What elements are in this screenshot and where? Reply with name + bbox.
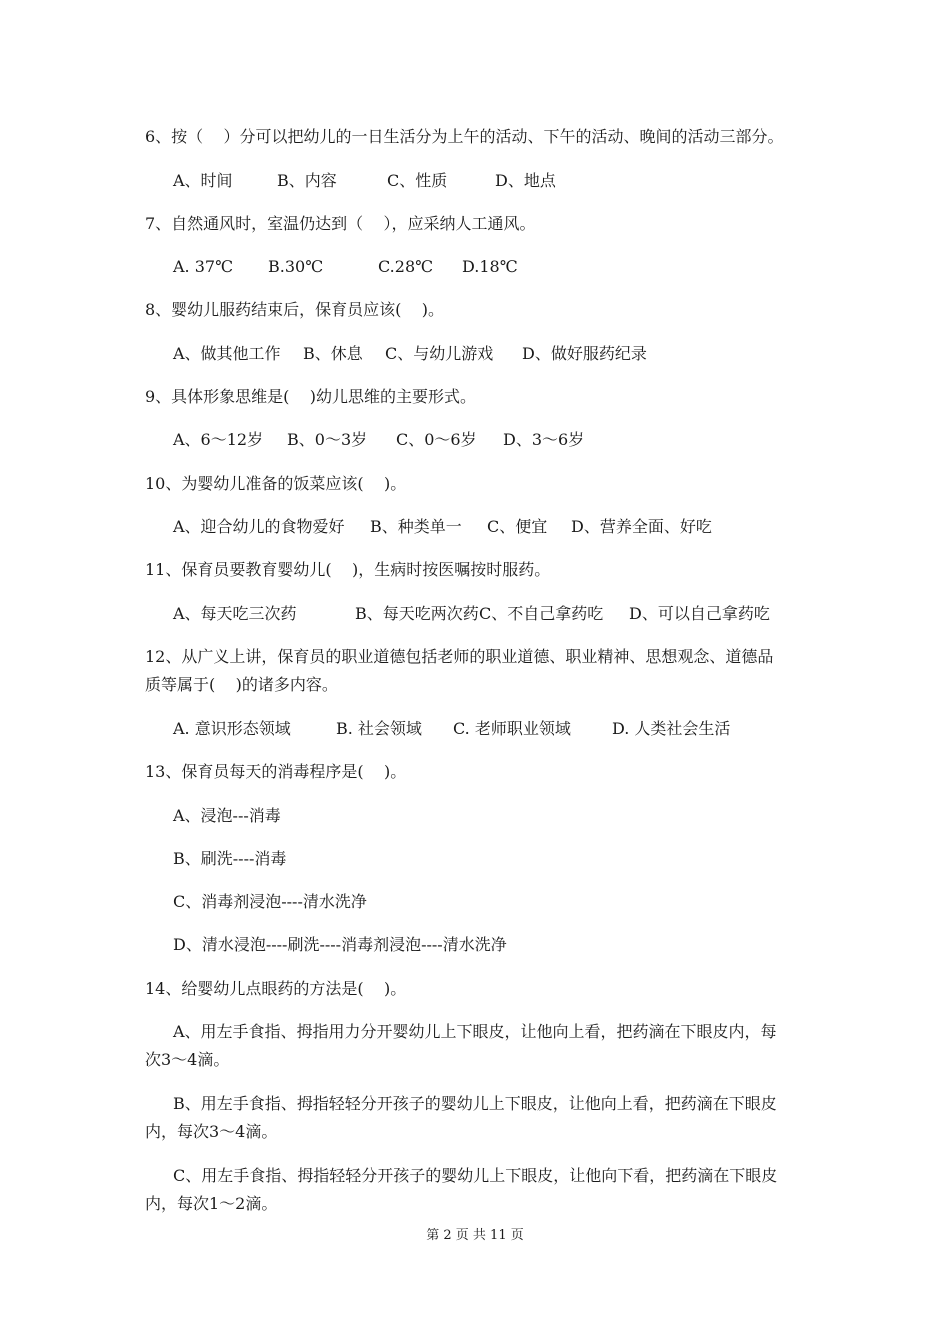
- option-b: B、种类单一: [370, 517, 462, 536]
- option-c: C、与幼儿游戏: [385, 344, 494, 363]
- option-c: C.28℃: [378, 257, 434, 276]
- option-b: B、休息: [303, 344, 363, 363]
- question-14-option-b-line-1: B、用左手食指、拇指轻轻分开孩子的婴幼儿上下眼皮，让他向上看，把药滴在下眼皮: [173, 1094, 777, 1113]
- question-13-option-d: D、清水浸泡----刷洗----消毒剂浸泡----清水洗净: [173, 935, 507, 954]
- question-14-option-a-line-2: 次3～4滴。: [145, 1050, 230, 1069]
- question-11-stem: 11、保育员要教育婴幼儿( )，生病时按医嘱按时服药。: [145, 560, 551, 579]
- option-c: C、0～6岁: [396, 430, 477, 449]
- option-d: D.18℃: [462, 257, 518, 276]
- question-13-option-a: A、浸泡---消毒: [173, 806, 281, 825]
- option-d: D. 人类社会生活: [612, 719, 731, 738]
- question-14-option-a-line-1: A、用左手食指、拇指用力分开婴幼儿上下眼皮，让他向上看，把药滴在下眼皮内，每: [173, 1022, 777, 1041]
- option-a: A. 意识形态领域: [173, 719, 291, 738]
- question-12-stem-line-2: 质等属于( )的诸多内容。: [145, 675, 338, 694]
- question-14-option-b-line-2: 内，每次3～4滴。: [145, 1122, 278, 1141]
- option-a: A、时间: [173, 171, 233, 190]
- question-8-stem: 8、婴幼儿服药结束后，保育员应该( )。: [145, 300, 445, 319]
- option-d: D、3～6岁: [503, 430, 585, 449]
- question-7-stem: 7、自然通风时，室温仍达到（ ），应采纳人工通风。: [145, 214, 536, 233]
- question-9-stem: 9、具体形象思维是( )幼儿思维的主要形式。: [145, 387, 477, 406]
- question-14-stem: 14、给婴幼儿点眼药的方法是( )。: [145, 979, 407, 998]
- question-13-stem: 13、保育员每天的消毒程序是( )。: [145, 762, 407, 781]
- option-b: B.30℃: [268, 257, 324, 276]
- question-14-option-c-line-1: C、用左手食指、拇指轻轻分开孩子的婴幼儿上下眼皮，让他向下看，把药滴在下眼皮: [173, 1166, 778, 1185]
- option-a: A、6～12岁: [173, 430, 264, 449]
- option-b: B、内容: [277, 171, 337, 190]
- option-d: D、地点: [495, 171, 556, 190]
- option-c: C、不自己拿药吃: [479, 604, 604, 623]
- option-c: C. 老师职业领域: [453, 719, 571, 738]
- question-6-stem: 6、按（ ）分可以把幼儿的一日生活分为上午的活动、下午的活动、晚间的活动三部分。: [145, 127, 784, 146]
- option-a: A、迎合幼儿的食物爱好: [173, 517, 345, 536]
- option-a: A、做其他工作: [173, 344, 281, 363]
- option-a: A. 37℃: [173, 257, 233, 276]
- option-d: D、可以自己拿药吃: [629, 604, 770, 623]
- option-c: C、便宜: [487, 517, 548, 536]
- question-13-option-c: C、消毒剂浸泡----清水洗净: [173, 892, 367, 911]
- option-d: D、营养全面、好吃: [571, 517, 712, 536]
- option-b: B. 社会领域: [336, 719, 422, 738]
- option-c: C、性质: [387, 171, 448, 190]
- question-13-option-b: B、刷洗----消毒: [173, 849, 287, 868]
- option-b: B、每天吃两次药: [355, 604, 479, 623]
- question-14-option-c-line-2: 内，每次1～2滴。: [145, 1194, 278, 1213]
- question-12-stem-line-1: 12、从广义上讲，保育员的职业道德包括老师的职业道德、职业精神、思想观念、道德品: [145, 647, 774, 666]
- option-d: D、做好服药纪录: [522, 344, 647, 363]
- question-10-stem: 10、为婴幼儿准备的饭菜应该( )。: [145, 474, 407, 493]
- option-b: B、0～3岁: [287, 430, 368, 449]
- page-number-footer: 第 2 页 共 11 页: [426, 1228, 524, 1243]
- option-a: A、每天吃三次药: [173, 604, 297, 623]
